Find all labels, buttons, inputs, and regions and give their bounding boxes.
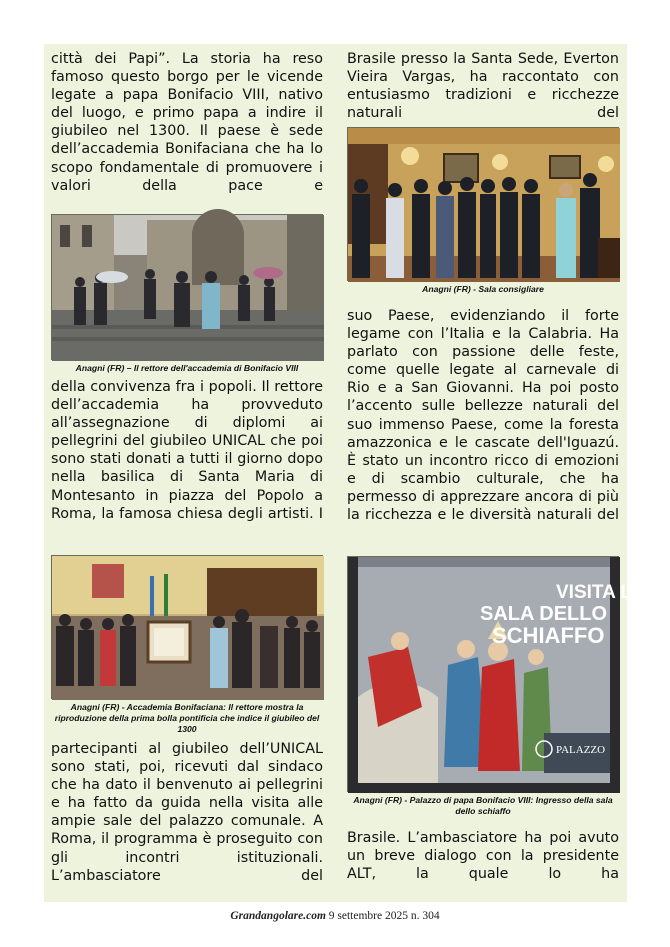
photo-sala-consigliare [347,127,619,281]
page-sheet [44,44,646,902]
photo-rector-square-image [52,215,324,361]
photo-accademia [51,555,323,699]
photo-sala-consigliare-image [348,128,620,282]
sign-line-3: SCHIAFFO [492,623,605,648]
footer-issue: 9 settembre 2025 n. 304 [325,910,440,922]
sign-line-2: SALA DELLO [480,603,608,625]
right-paragraph-1: Brasile presso la Santa Sede, Everton Vieira Vargas, ha raccontato con entusiasmo tradizioni e ricchezze naturali del [347,51,619,122]
photo-sala-schiaffo-image [348,557,646,793]
photo-sala-schiaffo [347,556,646,792]
photo-accademia-caption: Anagni (FR) - Accademia Bonifaciana: Il rettore mostra la riproduzione della prima bolla pontificia che indice il giubileo del 1300 [54,702,320,734]
photo-sala-consigliare-caption: Anagni (FR) - Sala consigliare [422,284,544,294]
sign-brand: PALAZZO [556,744,606,756]
photo-sala-schiaffo-caption: Anagni (FR) - Palazzo di papa Bonifacio VIII: Ingresso della sala dello schiaffo [353,795,613,816]
photo-accademia-image [52,556,324,700]
photo-rector-square-caption: Anagni (FR) – Il rettore dell'accademia di Bonifacio VIII [75,363,299,373]
right-paragraph-3: Brasile. L’ambasciatore ha poi avuto un breve dialogo con la presidente ALT, la quale lo ha [347,830,619,883]
right-column [347,50,646,883]
right-paragraph-2: suo Paese, evidenziando il forte legame con l’Italia e la Calabria. Ha parlato con passione delle feste, come quelle legate al carnevale di Rio e a San Giovanni. Ha poi posto l’accento sulle bellezze naturali del suo immenso Paese, come la foresta amazzonica e le cascate dell'Iguazú. È stato un incontro ricco di emozioni e di scambio culturale, che ha permesso di apprezzare ancora di più la ricchezza e le diversità naturali del [347,308,619,524]
page-footer [0,910,670,922]
left-paragraph-2: della convivenza fra i popoli. Il rettore dell’accademia ha provveduto all’assegnazione di diplomi ai pellegrini del giubileo UNICAL che poi sono stati donati a tutti il giorno dopo nella basilica di Santa Maria di Montesanto in piazza del Popolo a Roma, la famosa chiesa degli artisti. I [51,379,323,522]
left-column [51,50,323,885]
left-paragraph-1: città dei Papi”. La storia ha reso famoso questo borgo per le vicende legate a papa Bonifacio VIII, nativo del luogo, e primo papa a indire il giubileo nel 1300. Il paese è sede dell’accademia Bonifaciana che ha lo scopo fondamentale di promuovere i valori della pace e [51,51,323,194]
left-paragraph-3: partecipanti al giubileo dell’UNICAL sono stati, poi, ricevuti dal sindaco che ha dato il benvenuto ai pellegrini e ha fatto da guida nella visita alle ampie sale del palazzo comunale. A Roma, il programma è proseguito con gli incontri istituzionali. L’ambasciatore del [51,741,323,884]
sign-line-1: VISITA LA [556,582,646,603]
photo-rector-square [51,214,323,360]
footer-site: Grandangolare.com [230,910,326,922]
